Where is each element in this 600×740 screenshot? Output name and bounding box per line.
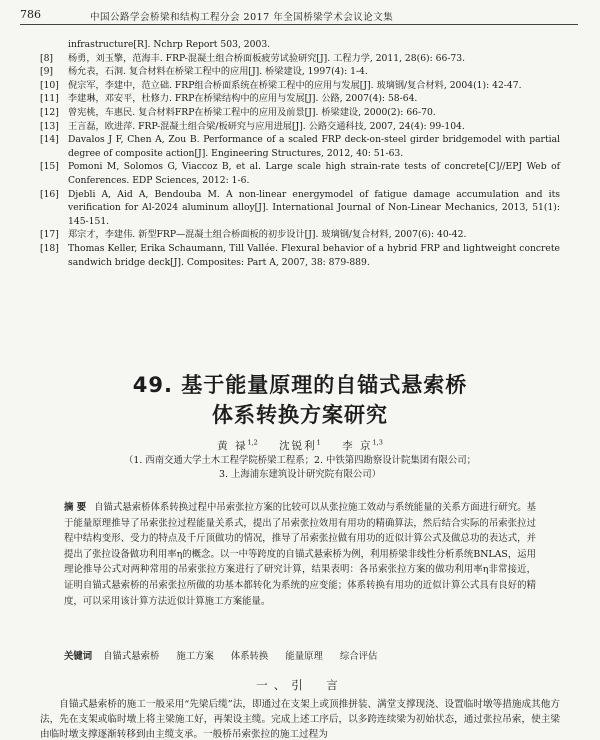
author-name: 黄 禄 (217, 440, 248, 452)
reference-text: Thomas Keller, Erika Schaumann, Till Vallée. Flexural behavior of a hybrid FRP and lightweight concrete sandwich bridge deck[J]. Composites: Part A, 2007, 38: 879-889. (68, 242, 560, 268)
keyword: 施工方案 (176, 651, 214, 662)
reference-number: [13] (40, 120, 59, 132)
reference-number: [10] (40, 79, 59, 91)
reference-text: 杨允表，石洞. 复合材料在桥梁工程中的应用[J]. 桥梁建设, 1997(4): 1-4. (68, 66, 368, 78)
reference-text: 郑宗才，李建伟. 新型FRP—混凝土组合桥面板的初步设计[J]. 玻璃钢/复合材料, 2007(6): 40-42. (68, 229, 467, 241)
reference-text: Djebli A, Aid A, Bendouba M. A non-linear energymodel of fatigue damage accumulation and its verification for Al-2024 aluminum alloy[J]. International Journal of Non-Linear Mechanics, 2013, 51(1): 145-151. (68, 188, 560, 227)
reference-text: 王言磊，欧进萍. FRP-混凝土组合梁/板研究与应用进展[J]. 公路交通科技, 2007, 24(4): 99-104. (68, 120, 465, 132)
keyword: 综合评估 (339, 651, 378, 662)
reference-entry (40, 106, 560, 120)
reference-text: 倪宗军，李建中，范立础. FRP组合桥面系统在桥梁工程中的应用与发展[J]. 玻璃钢/复合材料, 2004(1): 42-47. (68, 79, 522, 91)
keywords-label: 关键词 (64, 651, 93, 662)
reference-text: 杨勇，刘玉擎，范海丰. FRP-混凝土组合桥面板疲劳试验研究[J]. 工程力学, 2011, 28(6): 66-73. (68, 52, 466, 64)
author-affiliation-mark: 1,3 (372, 438, 383, 447)
author-list (0, 438, 600, 453)
reference-entry (40, 79, 560, 93)
body-paragraph: 自锚式悬索桥的施工一般采用“先梁后缆”法，即通过在支架上或顶推拼装、满堂支撑现浇、设置临时墩等措施成其他方法，先在支架或临时墩上将主梁施工好，再架设主缆。完成上述工序后，以多跨连续梁为初始状态，通过张拉吊索，使主梁由临时墩支撑逐渐转移到由主缆支承。一般桥吊索张拉的施工过程为 (40, 699, 560, 740)
reference-list (40, 38, 560, 269)
reference-entry (40, 133, 560, 160)
reference-number: [12] (40, 106, 59, 118)
keyword: 能量原理 (285, 651, 323, 662)
reference-text: 李建琳，邓安平，杜修力. FRP在桥梁结构中的应用与发展[J]. 公路, 2007(4): 58-64. (68, 93, 418, 105)
reference-entry (40, 38, 560, 52)
reference-number: [17] (40, 229, 59, 241)
running-header (20, 8, 578, 25)
reference-entry (40, 188, 560, 229)
paper-title (0, 370, 600, 430)
author-affiliation-mark: 1 (316, 438, 321, 447)
reference-entry (40, 160, 560, 187)
reference-number: [15] (40, 161, 59, 173)
reference-number: [8] (40, 52, 54, 64)
reference-number: [16] (40, 188, 59, 200)
reference-number: [18] (40, 242, 59, 254)
section-heading-introduction: 一、引 言 (256, 678, 344, 692)
abstract-label: 摘 要 (64, 502, 87, 513)
affiliation-line-2: 3. 上海浦东建筑设计研究院有限公司） (219, 469, 381, 480)
paper-title-line-2: 体系转换方案研究 (212, 403, 388, 427)
affiliation-line-1: （1. 西南交通大学土木工程学院桥梁工程系；2. 中铁第四勘察设计院集团有限公司； (124, 455, 476, 466)
reference-text: infrastructure[R]. Nchrp Report 503, 2003. (68, 39, 271, 50)
reference-number: [14] (40, 134, 59, 146)
reference-text: Davalos J F, Chen A, Zou B. Performance of a scaled FRP deck-on-steel girder bridgemodel with partial degree of composite action[J]. Engineering Structures, 2012, 40: 51-63. (68, 134, 560, 159)
author-name: 李 京 (342, 440, 373, 452)
keywords-block (64, 650, 536, 664)
keyword: 体系转换 (230, 651, 269, 662)
reference-entry (40, 228, 560, 242)
reference-number: [9] (40, 66, 54, 78)
running-header-title: 中国公路学会桥梁和结构工程分会 2017 年全国桥梁学术会议论文集 (90, 12, 394, 23)
reference-entry (40, 242, 560, 269)
keyword: 自锚式悬索桥 (103, 651, 160, 662)
reference-text: Pomoni M, Solomos G, Viaccoz B, et al. Large scale high strain-rate tests of concrete[C]//EPJ Web of Conferences. EDP Sciences, 2012: 1-6. (68, 161, 560, 186)
reference-entry (40, 65, 560, 79)
reference-number: [11] (40, 93, 59, 105)
reference-text: 曾宪桃，车惠民. 复合材料FRP在桥梁工程中的应用及前景[J]. 桥梁建设, 2000(2): 66-70. (68, 106, 436, 118)
abstract (64, 500, 536, 609)
paper-title-line-1: 49. 基于能量原理的自锚式悬索桥 (132, 373, 468, 397)
page-number: 786 (20, 8, 41, 21)
author-affiliation-mark: 1,2 (247, 438, 258, 447)
author-name: 沈锐利 (279, 440, 317, 452)
abstract-text: 自锚式悬索桥体系转换过程中吊索张拉方案的比较可以从张拉施工效动与系统能量的关系方面进行研究。基于能量原理推导了吊索张拉过程能量关系式，提出了吊索张拉效用有用功的精确算法，然后结合实际的吊索张拉过程中结构变形、受力的特点及千斤顶做功的情况，推导了吊索张拉做有用功的近似计算公式及做总功的表达式，并提出了张拉设备做功利用率η的概念。以一中等跨度的自锚式悬索桥为例，利用桥梁非线性分析系统BNLAS，运用理论推导公式对两种常用的吊索张拉方案进行了研究计算，结果表明：各吊索张拉方案的做功利用率η非常接近，证明自锚式悬索桥的吊索张拉所做的功基本都转化为系统的应变能；体系转换有用功的近似计算公式具有良好的精度，可以采用该计算方法近似计算施工方案能量。 (64, 502, 537, 607)
reference-entry (40, 92, 560, 106)
reference-entry (40, 52, 560, 66)
reference-entry (40, 120, 560, 134)
